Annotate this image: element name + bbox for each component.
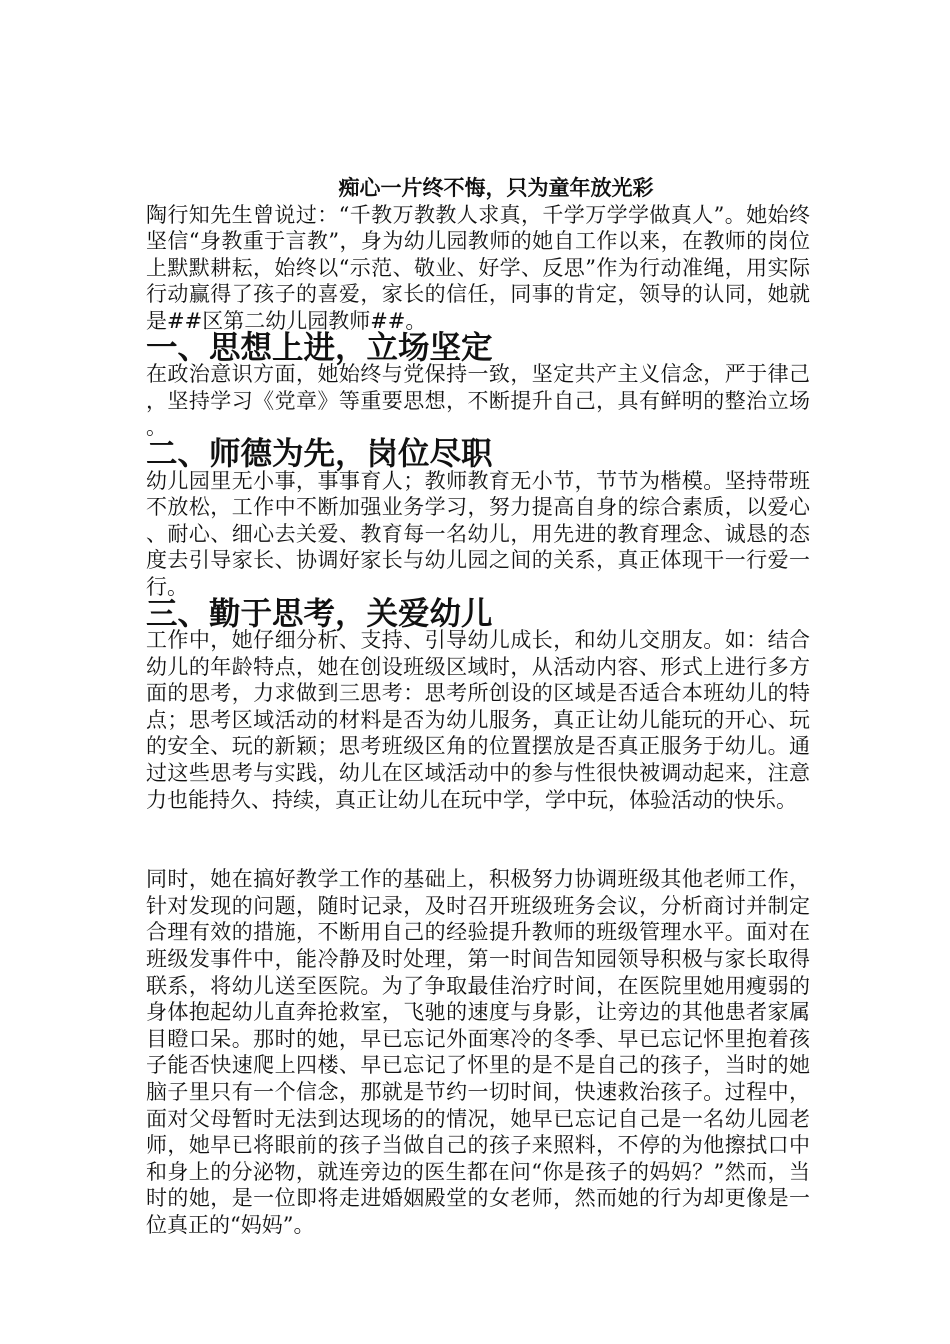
section-heading-1: 一、思想上进，立场坚定 <box>146 328 493 366</box>
document-title: 痴心一片终不悔，只为童年放光彩 <box>338 175 654 200</box>
closing-paragraph: 同时，她在搞好教学工作的基础上，积极努力协调班级其他老师工作，针对发现的问题，随时记录，及时召开班级班务会议，分析商讨并制定合理有效的措施，不断用自己的经验提升教师的班级管理水平。面对在班级发事件中，能冷静及时处理，第一时间告知园领导积极与家长取得联系，将幼儿送至医院。为了争取最佳治疗时间，在医院里她用瘦弱的身体抱起幼儿直奔抢救室，飞驰的速度与身影，让旁边的其他患者家属目瞪口呆。那时的她，早已忘记外面寒冷的冬季、早已忘记怀里抱着孩子能否快速爬上四楼、早已忘记了怀里的是不是自己的孩子，当时的她脑子里只有一个信念，那就是节约一切时间，快速救治孩子。过程中，面对父母暂时无法到达现场的的情况，她早已忘记自己是一名幼儿园老师，她早已将眼前的孩子当做自己的孩子来照料，不停的为他擦拭口中和身上的分泌物，就连旁边的医生都在问“你是孩子的妈妈？”然而，当时的她，是一位即将走进婚姻殿堂的女老师，然而她的行为却更像是一位真正的“妈妈”。 <box>146 867 810 1237</box>
intro-paragraph: 陶行知先生曾说过：“千教万教教人求真，千学万学学做真人”。她始终坚信“身教重于言教”，身为幼儿园教师的她自工作以来，在教师的岗位上默默耕耘，始终以“示范、敬业、好学、反思”作为行动准绳，用实际行动赢得了孩子的喜爱，家长的信任，同事的肯定，领导的认同，她就是##区第二幼儿园教师##。 <box>146 202 810 333</box>
section-heading-3: 三、勤于思考，关爱幼儿 <box>146 594 493 632</box>
section-body-2: 幼儿园里无小事，事事育人；教师教育无小节，节节为楷模。坚持带班不放松，工作中不断加强业务学习，努力提高自身的综合素质，以爱心、耐心、细心去关爱、教育每一名幼儿，用先进的教育理念、诚恳的态度去引导家长、协调好家长与幼儿园之间的关系，真正体现干一行爱一行。 <box>146 468 810 599</box>
section-heading-2: 二、师德为先，岗位尽职 <box>146 434 493 472</box>
section-body-3: 工作中，她仔细分析、支持、引导幼儿成长，和幼儿交朋友。如：结合幼儿的年龄特点，她在创设班级区域时，从活动内容、形式上进行多方面的思考，力求做到三思考：思考所创设的区域是否适合本班幼儿的特点；思考区域活动的材料是否为幼儿服务，真正让幼儿能玩的开心、玩的安全、玩的新颖；思考班级区角的位置摆放是否真正服务于幼儿。通过这些思考与实践，幼儿在区域活动中的参与性很快被调动起来，注意力也能持久、持续，真正让幼儿在玩中学，学中玩，体验活动的快乐。 <box>146 628 810 812</box>
section-body-1: 在政治意识方面，她始终与党保持一致，坚定共产主义信念，严于律己，坚持学习《党章》等重要思想，不断提升自己，具有鲜明的整治立场。 <box>146 362 810 440</box>
document-page <box>146 175 810 1239</box>
paragraph-spacer <box>146 813 810 866</box>
